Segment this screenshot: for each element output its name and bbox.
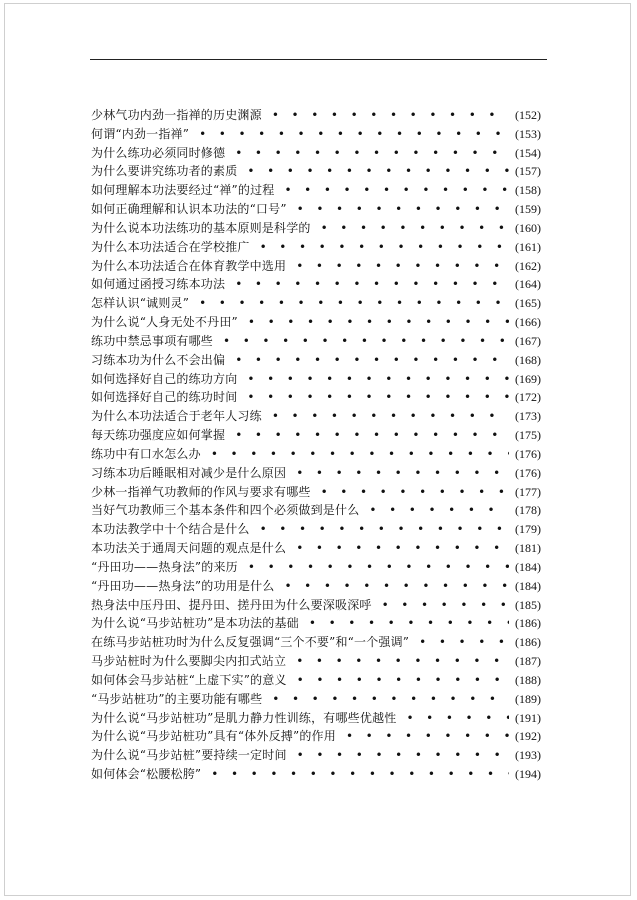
toc-entry-title: 如何体会“松腰松胯”: [91, 766, 202, 781]
toc-entry-title: 习练本功后睡眠相对减少是什么原因: [91, 465, 287, 480]
toc-entry[interactable]: [91, 690, 541, 709]
toc-entry-page-number: (152): [515, 108, 541, 122]
toc-entry[interactable]: [91, 313, 541, 332]
toc-dot-leader: [406, 709, 509, 728]
toc-dot-leader: [297, 746, 509, 765]
toc-entry-title: 如何正确理解和认识本功法的“口号”: [91, 202, 287, 217]
toc-entry-page-number: (184): [515, 559, 541, 574]
toc-entry-title: 为什么本功法适合于老年人习练: [91, 409, 262, 424]
toc-entry[interactable]: [91, 558, 541, 577]
toc-entry-page-number: (168): [515, 352, 541, 367]
toc-dot-leader: [235, 351, 509, 370]
toc-dot-leader: [284, 577, 509, 596]
toc-entry-page-number: (185): [515, 597, 541, 612]
toc-dot-leader: [296, 464, 509, 483]
toc-entry-page-number: (166): [515, 315, 541, 330]
toc-entry[interactable]: [91, 257, 541, 276]
toc-entry-title: 少林气功内劲一指禅的历史渊源: [91, 108, 262, 122]
toc-entry-title: 为什么说“马步站桩功”是肌力静力性训练，有哪些优越性: [91, 710, 397, 725]
toc-dot-leader: [235, 426, 509, 445]
toc-entry[interactable]: [91, 520, 541, 539]
toc-entry-page-number: (154): [515, 145, 541, 160]
toc-entry[interactable]: [91, 181, 541, 200]
toc-entry-title: 本功法关于通周天问题的观点是什么: [91, 541, 287, 556]
toc-entry[interactable]: [91, 426, 541, 445]
toc-entry[interactable]: [91, 219, 541, 238]
toc-dot-leader: [297, 671, 509, 690]
toc-entry[interactable]: [91, 539, 541, 558]
toc-entry[interactable]: [91, 200, 541, 219]
toc-dot-leader: [346, 727, 509, 746]
toc-entry[interactable]: [91, 445, 541, 464]
toc-entry-page-number: (161): [515, 239, 541, 254]
toc-entry-title: 为什么说“马步站桩功”是本功法的基础: [91, 616, 299, 631]
toc-entry-title: 如何理解本功法要经过“禅”的过程: [91, 183, 275, 198]
toc-entry-page-number: (177): [515, 484, 541, 499]
toc-entry-title: 为什么本功法适合在体育教学中选用: [91, 258, 287, 273]
toc-entry-title: “丹田功——热身法”的来历: [91, 559, 238, 574]
toc-dot-leader: [247, 370, 509, 389]
toc-entry-title: 在练马步站桩功时为什么反复强调“三个不要”和“一个强调”: [91, 635, 410, 650]
toc-dot-leader: [260, 238, 509, 257]
toc-entry-title: 习练本功为什么不会出偏: [91, 352, 226, 367]
toc-entry-title: 练功中有口水怎么办: [91, 446, 201, 461]
toc-entry[interactable]: [91, 633, 541, 652]
toc-entry-title: 如何选择好自己的练功时间: [91, 390, 238, 405]
toc-entry-title: 为什么说“马步站桩”要持续一定时间: [91, 748, 287, 763]
toc-entry-page-number: (172): [515, 390, 541, 405]
toc-dot-leader: [284, 181, 509, 200]
toc-entry[interactable]: [91, 238, 541, 257]
toc-entry-page-number: (175): [515, 428, 541, 443]
toc-entry[interactable]: [91, 388, 541, 407]
toc-dot-leader: [235, 144, 509, 163]
toc-dot-leader: [272, 106, 509, 125]
toc-entry-page-number: (192): [515, 729, 541, 744]
toc-entry[interactable]: [91, 351, 541, 370]
toc-entry-title: 本功法教学中十个结合是什么: [91, 522, 250, 537]
toc-entry[interactable]: [91, 709, 541, 728]
toc-entry[interactable]: [91, 332, 541, 351]
toc-entry-page-number: (157): [515, 164, 541, 179]
toc-entry-page-number: (186): [515, 635, 541, 650]
toc-entry-page-number: (158): [515, 183, 541, 198]
toc-entry-title: 马步站桩时为什么要脚尖内扣式站立: [91, 654, 287, 669]
table-of-contents: [91, 106, 541, 784]
toc-entry-page-number: (194): [515, 766, 541, 781]
toc-entry-title: 为什么练功必须同时修德: [91, 145, 226, 160]
toc-entry-title: 何谓“内劲一指禅”: [91, 126, 190, 141]
toc-entry[interactable]: [91, 765, 541, 784]
toc-dot-leader: [199, 294, 509, 313]
toc-entry-title: 为什么说“马步站桩功”具有“体外反搏”的作用: [91, 729, 336, 744]
toc-entry-page-number: (160): [515, 220, 541, 235]
toc-dot-leader: [248, 313, 509, 332]
toc-dot-leader: [211, 445, 509, 464]
toc-entry[interactable]: [91, 162, 541, 181]
toc-entry[interactable]: [91, 144, 541, 163]
toc-entry[interactable]: [91, 671, 541, 690]
toc-entry-page-number: (181): [515, 541, 541, 556]
toc-dot-leader: [419, 633, 509, 652]
toc-entry[interactable]: [91, 614, 541, 633]
toc-entry[interactable]: [91, 746, 541, 765]
toc-dot-leader: [382, 596, 509, 615]
toc-entry-page-number: (164): [515, 277, 541, 292]
toc-entry[interactable]: [91, 577, 541, 596]
toc-dot-leader: [272, 407, 509, 426]
toc-entry-page-number: (188): [515, 672, 541, 687]
header-rule: [90, 59, 547, 60]
toc-dot-leader: [211, 765, 509, 784]
toc-entry-title: 怎样认识“诚则灵”: [91, 296, 190, 311]
toc-dot-leader: [247, 162, 509, 181]
toc-entry-title: 为什么说“人身无处不丹田”: [91, 315, 238, 330]
toc-entry-page-number: (176): [515, 465, 541, 480]
toc-dot-leader: [309, 614, 509, 633]
toc-entry-page-number: (184): [515, 578, 541, 593]
toc-dot-leader: [248, 558, 509, 577]
toc-entry-page-number: (159): [515, 202, 541, 217]
toc-entry-title: 为什么说本功法练功的基本原则是科学的: [91, 220, 311, 235]
toc-entry-title: 如何选择好自己的练功方向: [91, 371, 238, 386]
toc-entry[interactable]: [91, 652, 541, 671]
toc-entry-title: “丹田功——热身法”的功用是什么: [91, 578, 275, 593]
toc-entry[interactable]: [91, 596, 541, 615]
toc-entry-title: 热身法中压丹田、提丹田、搓丹田为什么要深吸深呼: [91, 597, 372, 612]
toc-entry[interactable]: [91, 483, 541, 502]
toc-entry[interactable]: [91, 106, 541, 125]
toc-entry-title: 每天练功强度应如何掌握: [91, 428, 226, 443]
toc-entry-page-number: (189): [515, 691, 541, 706]
toc-dot-leader: [321, 483, 509, 502]
toc-dot-leader: [260, 520, 509, 539]
toc-entry-page-number: (176): [515, 446, 541, 461]
toc-dot-leader: [235, 275, 509, 294]
toc-entry-title: 少林一指禅气功教师的作风与要求有哪些: [91, 484, 311, 499]
toc-entry-title: 为什么本功法适合在学校推广: [91, 239, 250, 254]
toc-dot-leader: [297, 200, 509, 219]
toc-dot-leader: [321, 219, 509, 238]
toc-entry[interactable]: [91, 501, 541, 520]
toc-entry-page-number: (186): [515, 616, 541, 631]
toc-dot-leader: [296, 652, 509, 671]
toc-entry-page-number: (193): [515, 748, 541, 763]
toc-entry-page-number: (179): [515, 522, 541, 537]
toc-entry-page-number: (162): [515, 258, 541, 273]
toc-entry[interactable]: [91, 464, 541, 483]
toc-entry-title: 当好气功教师三个基本条件和四个必须做到是什么: [91, 503, 360, 518]
toc-entry-page-number: (169): [515, 371, 541, 386]
toc-entry[interactable]: [91, 407, 541, 426]
toc-dot-leader: [223, 332, 509, 351]
toc-entry-page-number: (167): [515, 333, 541, 348]
toc-dot-leader: [296, 539, 509, 558]
toc-entry-page-number: (173): [515, 409, 541, 424]
toc-entry-page-number: (178): [515, 503, 541, 518]
toc-entry[interactable]: [91, 294, 541, 313]
toc-dot-leader: [272, 690, 509, 709]
toc-entry-title: 如何体会马步站桩“上虚下实”的意义: [91, 672, 287, 687]
toc-dot-leader: [296, 257, 509, 276]
toc-entry-page-number: (191): [515, 710, 541, 725]
toc-dot-leader: [369, 501, 509, 520]
toc-entry[interactable]: [91, 275, 541, 294]
toc-entry-title: 如何通过函授习练本功法: [91, 277, 226, 292]
toc-entry-title: 练功中禁忌事项有哪些: [91, 333, 214, 348]
toc-entry[interactable]: [91, 727, 541, 746]
toc-entry[interactable]: [91, 125, 541, 144]
toc-dot-leader: [199, 125, 509, 144]
toc-entry-page-number: (153): [515, 126, 541, 141]
toc-entry-title: 为什么要讲究练功者的素质: [91, 164, 238, 179]
toc-entry-title: “马步站桩功”的主要功能有哪些: [91, 691, 263, 706]
toc-entry-page-number: (165): [515, 296, 541, 311]
toc-dot-leader: [247, 388, 509, 407]
toc-entry-page-number: (187): [515, 654, 541, 669]
toc-entry[interactable]: [91, 370, 541, 389]
